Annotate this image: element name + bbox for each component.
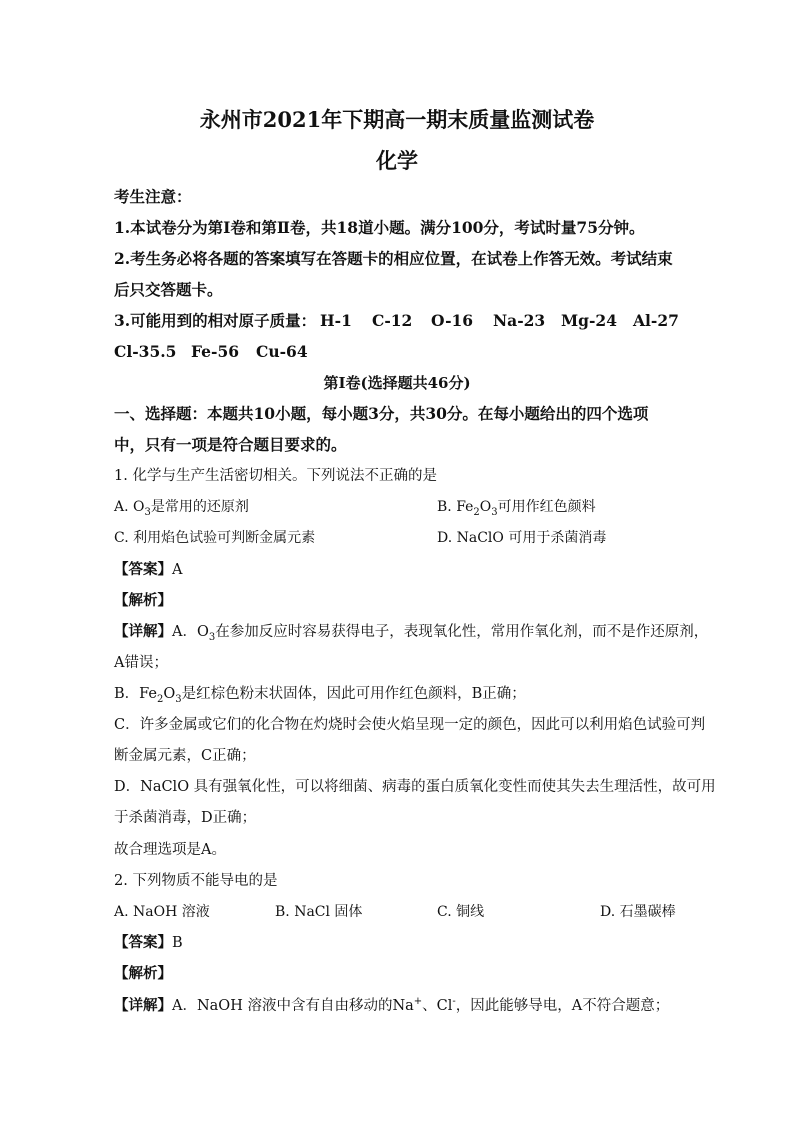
atomic-mass-fe: Fe-56	[191, 342, 240, 361]
question-1-option-c: C. 利用焰色试验可判断金属元素	[114, 530, 316, 546]
question-2-option-c: C. 铜线	[437, 904, 485, 920]
question-2-answer: 【答案】B	[114, 934, 183, 951]
question-1-detail-b: B．$Fe_2O_3$是红棕色粉末状固体，因此可用作红色颜料，B正确；	[114, 686, 526, 705]
question-2-detail-a: 【详解】A．NaOH 溶液中含有自由移动的Na+、Cl-，因此能够导电，A不符合题意；	[114, 996, 670, 1014]
question-1-detail-d: D．NaClO 具有强氧化性，可以将细菌、病毒的蛋白质氧化变性而使其失去生理活性，故可用	[114, 779, 716, 795]
exam-title: 永州市2021年下期高一期末质量监测试卷	[199, 107, 595, 132]
atomic-mass-cu: Cu-64	[256, 342, 308, 361]
question-1-detail-a-cont: A错误；	[114, 655, 168, 671]
atomic-mass-mg: Mg-24	[561, 311, 617, 330]
question-1-option-d: D. NaClO 可用于杀菌消毒	[437, 530, 607, 546]
question-1-analysis-label: 【解析】	[114, 592, 172, 609]
section-instructions-cont: 中，只有一项是符合题目要求的。	[114, 435, 347, 454]
atomic-mass-al: Al-27	[633, 311, 679, 330]
question-1-conclusion: 故合理选项是A。	[114, 842, 226, 858]
question-1-detail-d-cont: 于杀菌消毒，D正确；	[114, 810, 257, 826]
section-heading: 第Ⅰ卷(选择题共46分)	[323, 374, 471, 392]
atomic-mass-na: Na-23	[493, 311, 546, 330]
question-1-stem: 1. 化学与生产生活密切相关。下列说法不正确的是	[114, 468, 437, 484]
question-2-option-d: D. 石墨碳棒	[600, 904, 676, 920]
notice-heading: 考生注意：	[114, 187, 192, 206]
question-2-option-a: A. NaOH 溶液	[114, 904, 210, 920]
question-1-option-b: B. $Fe_2O_3$可用作红色颜料	[437, 499, 596, 518]
notice-item-1: 1.本试卷分为第Ⅰ卷和第Ⅱ卷，共18道小题。满分100分，考试时量75分钟。	[114, 218, 645, 237]
question-1-detail-c-cont: 断金属元素，C正确；	[114, 748, 256, 764]
section-instructions: 一、选择题：本题共10小题，每小题3分，共30分。在每小题给出的四个选项	[114, 404, 649, 423]
notice-item-3-label: 3.可能用到的相对原子质量：	[114, 311, 317, 330]
atomic-mass-o: O-16	[431, 311, 474, 330]
question-2-stem: 2. 下列物质不能导电的是	[114, 873, 278, 889]
question-1-answer: 【答案】A	[114, 561, 183, 578]
question-2-analysis-label: 【解析】	[114, 965, 172, 982]
notice-item-2: 2.考生务必将各题的答案填写在答题卡的相应位置，在试卷上作答无效。考试结束	[114, 249, 673, 268]
question-1-detail-c: C．许多金属或它们的化合物在灼烧时会使火焰呈现一定的颜色，因此可以利用焰色试验可判	[114, 717, 706, 733]
notice-item-2-cont: 后只交答题卡。	[114, 280, 223, 299]
question-1-detail-a: 【详解】A．$O_3$在参加反应时容易获得电子，表现氧化性，常用作氧化剂，而不是作还原剂，	[114, 623, 709, 643]
atomic-mass-cl: Cl-35.5	[114, 342, 177, 361]
subject-title: 化学	[376, 148, 418, 173]
atomic-mass-c: C-12	[372, 311, 413, 330]
question-2-option-b: B. NaCl 固体	[275, 904, 363, 920]
atomic-mass-h: H-1	[320, 311, 352, 330]
question-1-option-a: A. $O_3$是常用的还原剂	[114, 499, 249, 518]
